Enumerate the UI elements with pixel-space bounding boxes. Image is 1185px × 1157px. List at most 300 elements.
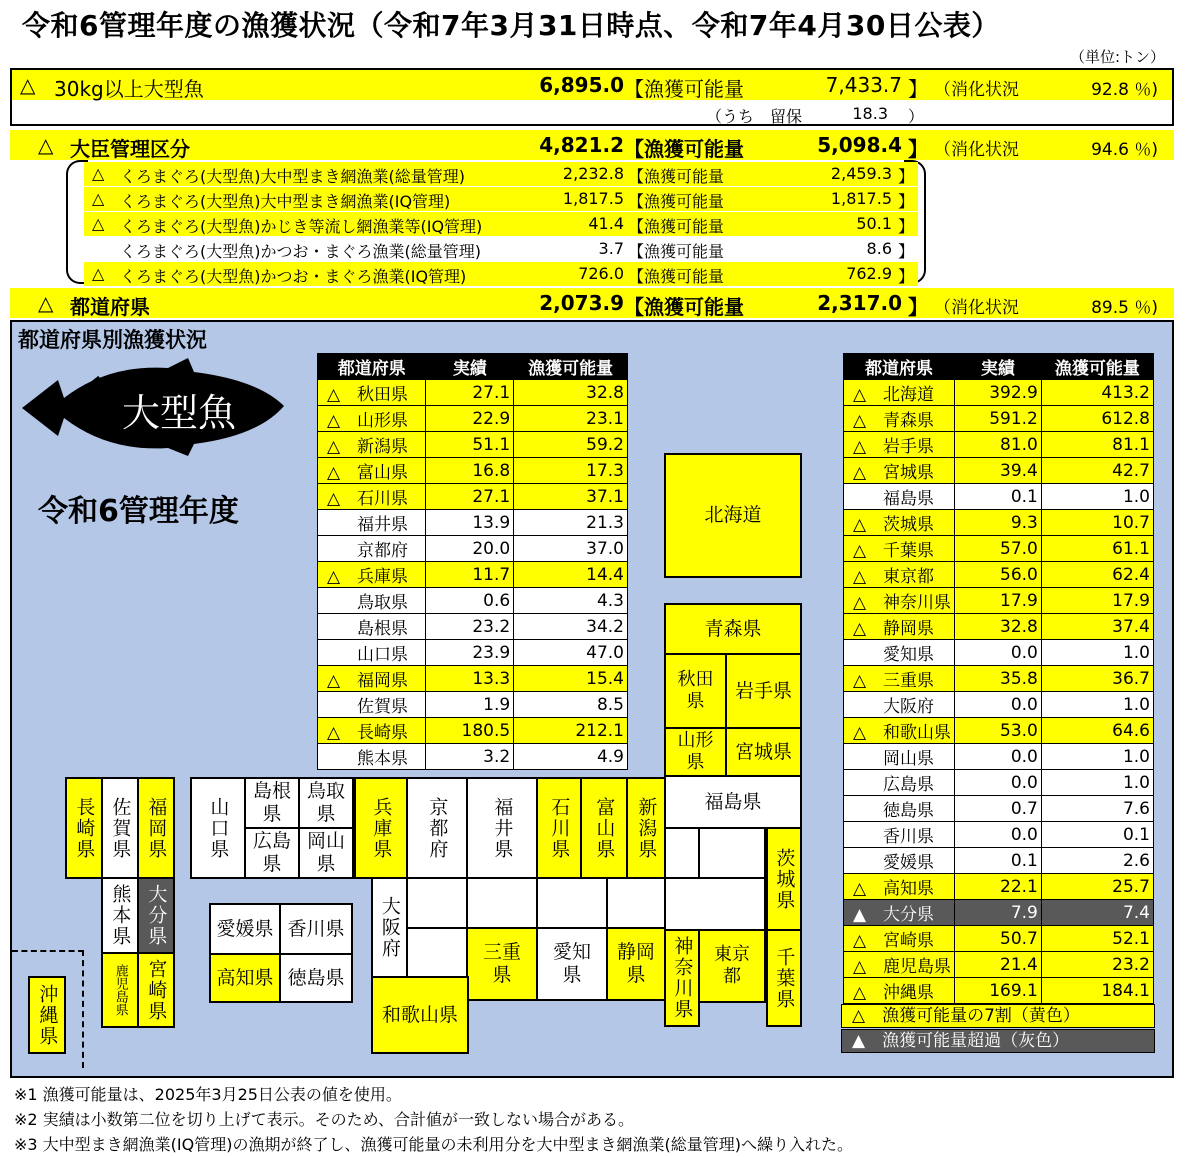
- pref-actual: 23.2: [426, 614, 514, 640]
- map-nagasaki: 長崎県: [65, 777, 103, 879]
- pref-name-cell: [844, 562, 955, 588]
- fishery-mark: △: [92, 214, 105, 233]
- pref-name: 鳥取県: [357, 593, 408, 613]
- table-row: [844, 614, 1154, 640]
- summary-total-cap-label: 【漁獲可能量: [624, 77, 744, 101]
- pref-name-cell: [844, 874, 955, 900]
- map-akita-label: 秋田県: [677, 669, 714, 712]
- fishery-label: くろまぐろ(大型魚)大中型まき網漁業(総量管理): [120, 167, 465, 186]
- fishery-close: 】: [898, 167, 915, 186]
- map-fukui: 福井県: [466, 777, 538, 879]
- pref-cap: 0.1: [1041, 822, 1153, 848]
- prefs-close: 】: [908, 295, 928, 319]
- pref-mark: △: [853, 515, 867, 535]
- table-row: [318, 588, 628, 614]
- table-row: [318, 406, 628, 432]
- pref-actual: 32.8: [955, 614, 1042, 640]
- map-kagawa: 香川県: [279, 903, 353, 955]
- pref-name-cell: [844, 692, 955, 718]
- table-row: [844, 562, 1154, 588]
- pref-name: 石川県: [357, 489, 408, 509]
- pref-name: 兵庫県: [357, 567, 408, 587]
- pref-name-cell: [844, 614, 955, 640]
- right-prefecture-table: [843, 353, 1154, 1004]
- table-row: [318, 484, 628, 510]
- prefs-cap-label: 【漁獲可能量: [624, 295, 744, 319]
- fishery-cap: 762.9: [846, 264, 892, 283]
- pref-name-cell: [318, 432, 426, 458]
- summary-total-label: 30kg以上大型魚: [54, 77, 204, 101]
- prefs-label: 都道府県: [70, 295, 150, 319]
- pref-actual: 13.9: [426, 510, 514, 536]
- pref-mark: △: [327, 385, 341, 405]
- fishery-cap-label: 【漁獲可能量: [628, 192, 725, 211]
- pref-name: 佐賀県: [357, 697, 408, 717]
- note-1: ※1 漁獲可能量は、2025年3月25日公表の値を使用。: [14, 1085, 402, 1104]
- pref-mark: △: [853, 463, 867, 483]
- pref-name: 福島県: [883, 489, 934, 509]
- pref-name-cell: [318, 510, 426, 536]
- pref-cap: 64.6: [1041, 718, 1153, 744]
- pref-actual: 57.0: [955, 536, 1042, 562]
- pref-name-cell: [318, 718, 426, 744]
- pref-cap: 4.3: [514, 588, 628, 614]
- pref-actual: 22.9: [426, 406, 514, 432]
- pref-name-cell: [844, 978, 955, 1004]
- table-row: [318, 562, 628, 588]
- fishery-value: 1,817.5: [562, 189, 624, 208]
- pref-cap: 59.2: [514, 432, 628, 458]
- table-row: [318, 666, 628, 692]
- table-row: [844, 952, 1154, 978]
- fishery-label: くろまぐろ(大型魚)大中型まき網漁業(IQ管理): [120, 192, 451, 211]
- pref-cap: 184.1: [1041, 978, 1153, 1004]
- pref-mark: ▲: [853, 905, 867, 925]
- pref-name-cell: [844, 770, 955, 796]
- map-fukuoka: 福岡県: [137, 777, 175, 879]
- pref-mark: △: [853, 671, 867, 691]
- pref-name: 宮城県: [883, 463, 934, 483]
- map-miyagi: 宮城県: [725, 727, 802, 777]
- pref-actual: 13.3: [426, 666, 514, 692]
- map-okayama-label: 岡山県: [306, 830, 345, 875]
- pref-actual: 0.1: [955, 484, 1042, 510]
- pref-name-cell: [844, 380, 955, 406]
- map-yamagata: [664, 727, 727, 777]
- fishery-cap-label: 【漁獲可能量: [628, 217, 725, 236]
- map-shizuoka-label: 静岡県: [616, 941, 655, 986]
- table-row: [844, 874, 1154, 900]
- fishery-cap: 50.1: [856, 214, 892, 233]
- fishery-label: くろまぐろ(大型魚)かつお・まぐろ漁業(IQ管理): [120, 267, 467, 286]
- pref-cap: 2.6: [1041, 848, 1153, 874]
- fishery-cap-label: 【漁獲可能量: [628, 242, 725, 261]
- map-osaka: 大阪府: [371, 877, 408, 978]
- map-hyogo: 兵庫県: [354, 777, 408, 879]
- summary-prefs-row: [10, 288, 1174, 318]
- pref-cap: 42.7: [1041, 458, 1153, 484]
- map-mie: [466, 927, 538, 1001]
- pref-cap: 4.9: [514, 744, 628, 770]
- pref-cap: 25.7: [1041, 874, 1153, 900]
- fishery-cap-label: 【漁獲可能量: [628, 167, 725, 186]
- pref-name: 青森県: [883, 411, 934, 431]
- pref-cap: 37.4: [1041, 614, 1153, 640]
- pref-cap: 10.7: [1041, 510, 1153, 536]
- map-saga: 佐賀県: [101, 777, 139, 879]
- map-iwate: 岩手県: [725, 653, 802, 729]
- pref-mark: △: [853, 957, 867, 977]
- minister-mark: △: [38, 133, 54, 157]
- map-blank-6: [536, 877, 608, 929]
- pref-actual: 39.4: [955, 458, 1042, 484]
- map-blank-7: [606, 877, 666, 929]
- pref-cap: 14.4: [514, 562, 628, 588]
- map-fukushima: 福島県: [664, 775, 802, 829]
- pref-name-cell: [844, 822, 955, 848]
- map-kochi: 高知県: [209, 953, 281, 1003]
- summary-minister-row: [10, 130, 1174, 160]
- pref-name: 山形県: [357, 411, 408, 431]
- pref-name: 島根県: [357, 619, 408, 639]
- pref-name-cell: [844, 718, 955, 744]
- map-blank-3: [664, 877, 766, 931]
- table-row: [318, 432, 628, 458]
- legend-yellow: △ 漁獲可能量の7割（黄色）: [841, 1004, 1155, 1028]
- pref-cap: 62.4: [1041, 562, 1153, 588]
- pref-cap: 23.1: [514, 406, 628, 432]
- table-header-cell: 都道府県: [844, 354, 955, 380]
- pref-actual: 7.9: [955, 900, 1042, 926]
- pref-mark: △: [853, 931, 867, 951]
- pref-name: 香川県: [883, 827, 934, 847]
- pref-actual: 53.0: [955, 718, 1042, 744]
- pref-name: 広島県: [883, 775, 934, 795]
- prefs-rate-label: （消化状況: [934, 298, 1019, 318]
- pref-cap: 7.6: [1041, 796, 1153, 822]
- pref-mark: △: [853, 541, 867, 561]
- table-row: [844, 484, 1154, 510]
- pref-name: 富山県: [357, 463, 408, 483]
- pref-cap: 1.0: [1041, 744, 1153, 770]
- pref-name-cell: [318, 406, 426, 432]
- minister-rate: 94.6 ％): [1091, 140, 1158, 160]
- pref-name: 徳島県: [883, 801, 934, 821]
- fishery-row: [84, 212, 918, 236]
- fishery-value: 726.0: [578, 264, 624, 283]
- pref-actual: 0.7: [955, 796, 1042, 822]
- pref-name-cell: [318, 666, 426, 692]
- pref-name-cell: [844, 406, 955, 432]
- pref-name-cell: [844, 926, 955, 952]
- pref-name-cell: [844, 432, 955, 458]
- table-row: [844, 588, 1154, 614]
- table-header-cell: 実績: [426, 354, 514, 380]
- table-row: [844, 926, 1154, 952]
- map-mie-label: 三重県: [482, 941, 521, 986]
- fishery-row: [84, 262, 918, 286]
- pref-cap: 612.8: [1041, 406, 1153, 432]
- legend-gray: ▲ 漁獲可能量超過（灰色）: [841, 1029, 1155, 1053]
- pref-name-cell: [844, 484, 955, 510]
- map-blank-5: [466, 877, 538, 929]
- pref-name: 鹿児島県: [883, 957, 951, 977]
- map-wakayama: 和歌山県: [371, 976, 469, 1054]
- map-ehime: 愛媛県: [209, 903, 281, 955]
- pref-cap: 36.7: [1041, 666, 1153, 692]
- pref-mark: △: [327, 437, 341, 457]
- note-3: ※3 大中型まき網漁業(IQ管理)の漁期が終了し、漁獲可能量の未利用分を大中型まき網漁業(総量管理)へ繰り入れた。: [14, 1135, 853, 1154]
- table-header-cell: 都道府県: [318, 354, 426, 380]
- minister-cap-label: 【漁獲可能量: [624, 137, 744, 161]
- map-ishikawa: 石川県: [536, 777, 582, 879]
- map-kagoshima: 鹿児島県: [101, 952, 139, 1028]
- pref-cap: 1.0: [1041, 640, 1153, 666]
- fishery-close: 】: [898, 217, 915, 236]
- table-header-cell: 実績: [955, 354, 1042, 380]
- map-miyazaki: 宮崎県: [137, 952, 175, 1028]
- pref-name-cell: [318, 744, 426, 770]
- summary-total-mark: △: [20, 73, 36, 97]
- table-row: [844, 380, 1154, 406]
- pref-mark: △: [853, 567, 867, 587]
- pref-name-cell: [844, 744, 955, 770]
- map-kumamoto: 熊本県: [101, 877, 139, 954]
- pref-name: 大阪府: [883, 697, 934, 717]
- pref-mark: △: [853, 879, 867, 899]
- table-row: [844, 978, 1154, 1004]
- pref-actual: 1.9: [426, 692, 514, 718]
- pref-actual: 0.0: [955, 692, 1042, 718]
- pref-name: 静岡県: [883, 619, 934, 639]
- pref-mark: △: [853, 593, 867, 613]
- table-row: [318, 458, 628, 484]
- map-aichi: [536, 927, 608, 1001]
- summary-reserve-row: [12, 102, 1172, 124]
- pref-cap: 1.0: [1041, 484, 1153, 510]
- pref-name: 熊本県: [357, 749, 408, 769]
- fishery-cap: 8.6: [866, 239, 892, 258]
- summary-total-cap: 7,433.7: [825, 73, 902, 97]
- pref-name-cell: [844, 796, 955, 822]
- pref-cap: 1.0: [1041, 770, 1153, 796]
- pref-cap: 32.8: [514, 380, 628, 406]
- pref-name: 新潟県: [357, 437, 408, 457]
- pref-cap: 212.1: [514, 718, 628, 744]
- map-kyoto: 京都府: [406, 777, 468, 879]
- panel-heading: 都道府県別漁獲状況: [18, 328, 207, 352]
- pref-mark: △: [853, 385, 867, 405]
- pref-cap: 37.0: [514, 536, 628, 562]
- unit-label: （単位:トン）: [1070, 48, 1166, 66]
- pref-name-cell: [318, 614, 426, 640]
- pref-name: 岩手県: [883, 437, 934, 457]
- pref-name: 三重県: [883, 671, 934, 691]
- table-row: [318, 536, 628, 562]
- minister-label: 大臣管理区分: [70, 137, 190, 161]
- map-aomori: 青森県: [664, 603, 802, 655]
- table-header-row: [844, 354, 1154, 380]
- table-row: [844, 536, 1154, 562]
- pref-name-cell: [844, 536, 955, 562]
- fishery-value: 2,232.8: [562, 164, 624, 183]
- table-row: [844, 692, 1154, 718]
- pref-name-cell: [318, 640, 426, 666]
- map-tokyo: [698, 929, 766, 1003]
- fishery-cap: 1,817.5: [830, 189, 892, 208]
- map-okinawa: 沖縄県: [28, 976, 66, 1054]
- minister-rate-label: （消化状況: [934, 140, 1019, 160]
- table-row: [844, 822, 1154, 848]
- fishery-value: 3.7: [598, 239, 624, 258]
- pref-mark: △: [853, 411, 867, 431]
- pref-actual: 3.2: [426, 744, 514, 770]
- pref-cap: 15.4: [514, 666, 628, 692]
- pref-mark: △: [327, 567, 341, 587]
- pref-name-cell: [318, 484, 426, 510]
- map-blank-8: [406, 927, 468, 978]
- pref-actual: 27.1: [426, 484, 514, 510]
- table-row: [844, 432, 1154, 458]
- pref-actual: 392.9: [955, 380, 1042, 406]
- map-blank-1: [664, 827, 700, 879]
- note-2: ※2 実績は小数第二位を切り上げて表示。そのため、合計値が一致しない場合がある。: [14, 1110, 635, 1129]
- pref-cap: 23.2: [1041, 952, 1153, 978]
- fish-label: 大型魚: [122, 391, 237, 435]
- pref-mark: △: [327, 489, 341, 509]
- pref-mark: △: [853, 983, 867, 1003]
- pref-name: 和歌山県: [883, 723, 951, 743]
- table-row: [844, 406, 1154, 432]
- pref-name-cell: [844, 640, 955, 666]
- map-toyama: 富山県: [580, 777, 628, 879]
- pref-name-cell: [844, 588, 955, 614]
- page-title: 令和6管理年度の漁獲状況（令和7年3月31日時点、令和7年4月30日公表）: [22, 9, 1000, 42]
- map-ibaraki: 茨城県: [766, 827, 802, 931]
- table-row: [318, 380, 628, 406]
- pref-name: 愛知県: [883, 645, 934, 665]
- map-hiroshima-label: 広島県: [252, 830, 291, 875]
- table-row: [318, 510, 628, 536]
- summary-total-rate: 92.8 ％): [1091, 80, 1158, 100]
- pref-actual: 23.9: [426, 640, 514, 666]
- pref-cap: 47.0: [514, 640, 628, 666]
- pref-mark: △: [853, 437, 867, 457]
- pref-cap: 1.0: [1041, 692, 1153, 718]
- pref-actual: 50.7: [955, 926, 1042, 952]
- table-row: [844, 770, 1154, 796]
- table-row: [844, 848, 1154, 874]
- map-tokushima: 徳島県: [279, 953, 353, 1003]
- map-yamaguchi: 山口県: [190, 777, 246, 879]
- pref-name: 福井県: [357, 515, 408, 535]
- fishery-row: [84, 162, 918, 186]
- map-chiba: 千葉県: [766, 929, 802, 1027]
- table-row: [318, 718, 628, 744]
- pref-cap: 8.5: [514, 692, 628, 718]
- fishery-cap-label: 【漁獲可能量: [628, 267, 725, 286]
- pref-name-cell: [844, 458, 955, 484]
- summary-total-row: [12, 70, 1172, 100]
- map-aichi-label: 愛知県: [552, 941, 591, 986]
- pref-cap: 17.3: [514, 458, 628, 484]
- fishery-row: [84, 237, 918, 261]
- pref-actual: 0.0: [955, 640, 1042, 666]
- pref-mark: △: [853, 619, 867, 639]
- table-row: [844, 666, 1154, 692]
- fishery-close: 】: [898, 192, 915, 211]
- map-okayama: [298, 827, 354, 879]
- minister-cap: 5,098.4: [817, 133, 902, 157]
- pref-actual: 27.1: [426, 380, 514, 406]
- pref-actual: 0.0: [955, 744, 1042, 770]
- pref-actual: 0.0: [955, 770, 1042, 796]
- fishery-mark: △: [92, 189, 105, 208]
- fishery-row: [84, 187, 918, 211]
- pref-cap: 7.4: [1041, 900, 1153, 926]
- map-oita: 大分県: [137, 877, 175, 954]
- map-blank-4: [406, 877, 468, 929]
- pref-actual: 0.0: [955, 822, 1042, 848]
- prefs-rate: 89.5 ％): [1091, 298, 1158, 318]
- pref-cap: 21.3: [514, 510, 628, 536]
- map-akita: [664, 653, 727, 729]
- pref-name: 宮崎県: [883, 931, 934, 951]
- pref-actual: 180.5: [426, 718, 514, 744]
- pref-mark: △: [327, 411, 341, 431]
- pref-actual: 35.8: [955, 666, 1042, 692]
- pref-mark: △: [327, 671, 341, 691]
- reserve-value: 18.3: [852, 104, 888, 123]
- map-shimane: [244, 777, 300, 829]
- fishery-close: 】: [898, 267, 915, 286]
- map-shizuoka: [606, 927, 666, 1001]
- pref-actual: 20.0: [426, 536, 514, 562]
- pref-name: 千葉県: [883, 541, 934, 561]
- table-row: [844, 900, 1154, 926]
- pref-actual: 51.1: [426, 432, 514, 458]
- pref-actual: 56.0: [955, 562, 1042, 588]
- pref-actual: 0.1: [955, 848, 1042, 874]
- table-header-cell: 漁獲可能量: [514, 354, 628, 380]
- table-row: [318, 614, 628, 640]
- pref-name-cell: [844, 952, 955, 978]
- pref-actual: 22.1: [955, 874, 1042, 900]
- map-tottori: [298, 777, 354, 829]
- pref-mark: △: [327, 463, 341, 483]
- pref-name: 沖縄県: [883, 983, 934, 1003]
- pref-mark: △: [853, 723, 867, 743]
- pref-name: 北海道: [883, 385, 934, 405]
- pref-actual: 9.3: [955, 510, 1042, 536]
- minister-value: 4,821.2: [539, 133, 624, 157]
- pref-cap: 61.1: [1041, 536, 1153, 562]
- pref-name-cell: [318, 588, 426, 614]
- pref-name: 高知県: [883, 879, 934, 899]
- summary-total-close: 】: [908, 77, 928, 101]
- pref-name: 山口県: [357, 645, 408, 665]
- table-header-cell: 漁獲可能量: [1041, 354, 1153, 380]
- prefs-value: 2,073.9: [539, 291, 624, 315]
- pref-name: 大分県: [883, 905, 934, 925]
- table-row: [844, 458, 1154, 484]
- pref-cap: 34.2: [514, 614, 628, 640]
- table-row: [844, 796, 1154, 822]
- pref-name-cell: [318, 458, 426, 484]
- year-label: 令和6管理年度: [38, 494, 239, 529]
- map-shimane-label: 島根県: [252, 780, 291, 825]
- summary-total-value: 6,895.0: [539, 73, 624, 97]
